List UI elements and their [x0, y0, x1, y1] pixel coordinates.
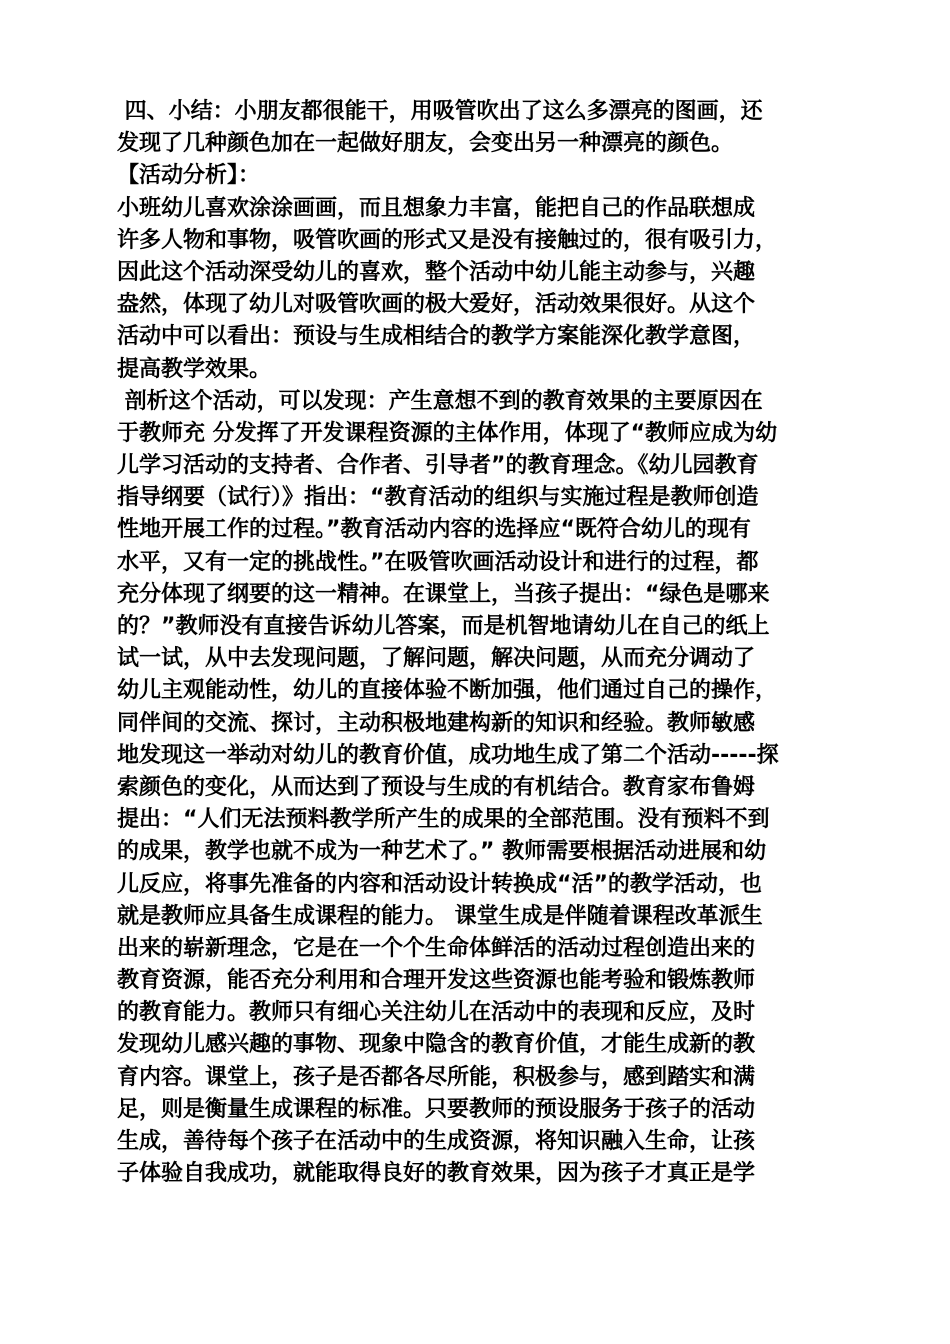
text-line: 试一试，从中去发现问题，了解问题，解决问题，从而充分调动了: [117, 646, 756, 672]
text-line: 四、小结：小朋友都很能干，用吸管吹出了这么多漂亮的图画，还: [117, 99, 763, 124]
text-line: 发现幼儿感兴趣的事物、现象中隐含的教育价值，才能生成新的教: [117, 1032, 756, 1058]
text-line: 许多人物和事物，吸管吹画的形式又是没有接触过的，很有吸引力，: [117, 227, 778, 253]
text-line: 因此这个活动深受幼儿的喜欢，整个活动中幼儿能主动参与，兴趣: [117, 259, 756, 285]
text-line: 活动中可以看出：预设与生成相结合的教学方案能深化教学意图，: [117, 324, 756, 350]
text-line: 小班幼儿喜欢涂涂画画，而且想象力丰富，能把自己的作品联想成: [117, 195, 756, 221]
text-line: 生成，善待每个孩子在活动中的生成资源，将知识融入生命，让孩: [117, 1129, 756, 1154]
text-line: 子体验自我成功，就能取得良好的教育效果，因为孩子才真正是学: [117, 1161, 756, 1187]
text-line: 足，则是衡量生成课程的标准。只要教师的预设服务于孩子的活动: [117, 1096, 756, 1122]
text-line: 于教师充 分发挥了开发课程资源的主体作用，体现了“教师应成为幼: [117, 420, 778, 446]
text-line: 儿反应，将事先准备的内容和活动设计转换成“活”的教学活动，也: [117, 871, 762, 897]
text-line: 儿学习活动的支持者、合作者、引导者”的教育理念。《幼儿园教育: [117, 453, 759, 479]
text-line: 的成果，教学也就不成为一种艺术了。” 教师需要根据活动进展和幼: [117, 839, 767, 865]
text-line: 水平，又有一定的挑战性。”在吸管吹画活动设计和进行的过程，都: [117, 549, 759, 575]
text-line: 索颜色的变化，从而达到了预设与生成的有机结合。教育家布鲁姆: [117, 774, 756, 800]
text-line: 盎然，体现了幼儿对吸管吹画的极大爱好，活动效果很好。从这个: [117, 292, 756, 318]
text-line: 地发现这一举动对幼儿的教育价值，成功地生成了第二个活动-----探: [117, 742, 779, 768]
text-line: 提出：“人们无法预料教学所产生的成果的全部范围。没有预料不到: [117, 807, 770, 833]
text-line: 的教育能力。教师只有细心关注幼儿在活动中的表现和反应，及时: [117, 1000, 756, 1026]
text-line: 剖析这个活动，可以发现：产生意想不到的教育效果的主要原因在: [117, 388, 763, 414]
text-line: 提高教学效果。: [117, 356, 272, 382]
section-heading: 【活动分析】：: [117, 163, 261, 189]
document-body: [117, 96, 837, 1190]
text-line: 发现了几种颜色加在一起做好朋友，会变出另一种漂亮的颜色。: [117, 131, 734, 157]
text-line: 就是教师应具备生成课程的能力。 课堂生成是伴随着课程改革派生: [117, 903, 763, 929]
text-line: 幼儿主观能动性，幼儿的直接体验不断加强，他们通过自己的操作，: [117, 678, 778, 704]
text-line: 指导纲要（试行）》指出：“教育活动的组织与实施过程是教师创造: [117, 485, 759, 511]
text-line: 性地开展工作的过程。”教育活动内容的选择应“既符合幼儿的现有: [117, 517, 751, 543]
text-line: 教育资源，能否充分利用和合理开发这些资源也能考验和锻炼教师: [117, 968, 756, 994]
text-line: 的？”教师没有直接告诉幼儿答案，而是机智地请幼儿在自己的纸上: [117, 614, 770, 639]
text-line: 同伴间的交流、探讨，主动积极地建构新的知识和经验。教师敏感: [117, 710, 756, 736]
text-line: 出来的崭新理念，它是在一个个生命体鲜活的活动过程创造出来的: [117, 935, 756, 961]
text-line: 充分体现了纲要的这一精神。在课堂上，当孩子提出：“绿色是哪来: [117, 581, 770, 607]
text-line: 育内容。课堂上，孩子是否都各尽所能，积极参与，感到踏实和满: [117, 1064, 756, 1090]
